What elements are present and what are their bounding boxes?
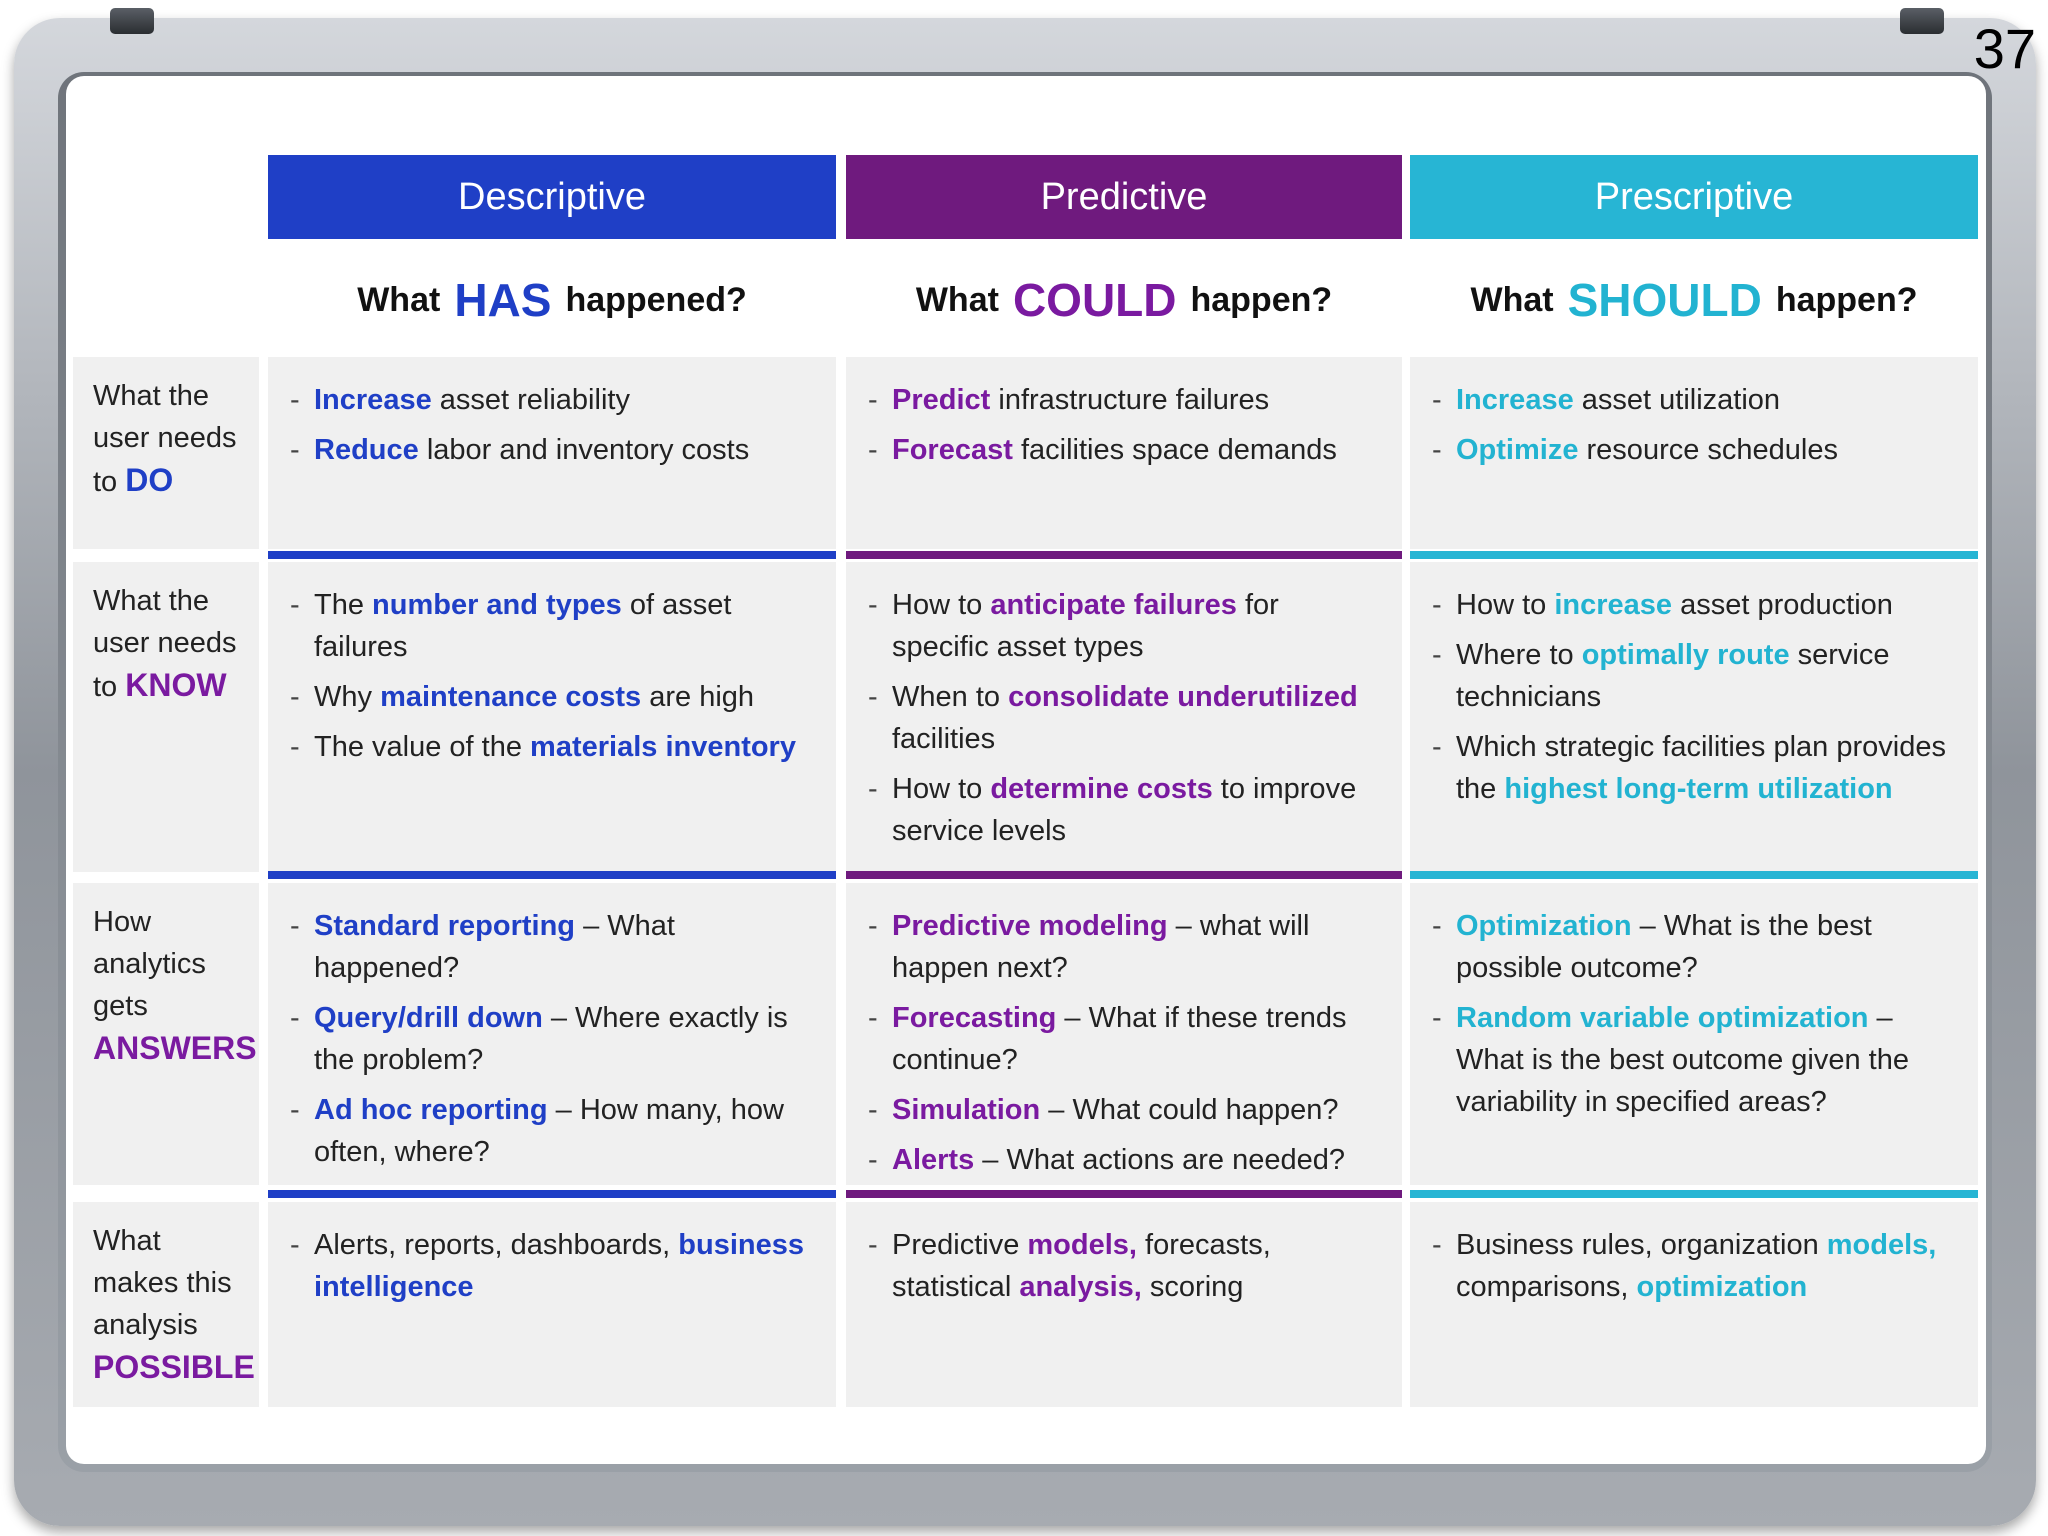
cell-possible-predictive	[846, 1202, 1402, 1407]
list-item: - Predictive modeling – what will happen next?	[866, 905, 1378, 989]
list-item: - Alerts, reports, dashboards, business intelligence	[288, 1224, 812, 1308]
frame-clip-right	[1900, 8, 1944, 34]
divider-descriptive-3	[268, 1190, 836, 1198]
list-item: - Why maintenance costs are high	[288, 676, 812, 718]
list-item: - How to anticipate failures for specific asset types	[866, 584, 1378, 668]
cell-possible-prescriptive	[1410, 1202, 1978, 1407]
list-item: - Simulation – What could happen?	[866, 1089, 1378, 1131]
list-item: - Predict infrastructure failures	[866, 379, 1378, 421]
list-item: - Random variable optimization – What is the best outcome given the variability in specified areas?	[1430, 997, 1954, 1123]
cell-do-predictive	[846, 357, 1402, 549]
list-item: - The value of the materials inventory	[288, 726, 812, 768]
list-item: - Ad hoc reporting – How many, how often, where?	[288, 1089, 812, 1173]
cell-possible-descriptive	[268, 1202, 836, 1407]
cell-know-descriptive	[268, 562, 836, 872]
cell-know-predictive	[846, 562, 1402, 872]
list-item: - Reduce labor and inventory costs	[288, 429, 812, 471]
row-label-know: What the user needs to KNOW	[73, 562, 259, 872]
list-item: - The number and types of asset failures	[288, 584, 812, 668]
question-prescriptive: What SHOULD happen?	[1470, 274, 1918, 326]
cell-do-prescriptive	[1410, 357, 1978, 549]
cell-answers-predictive	[846, 883, 1402, 1185]
page-number: 37	[1973, 17, 2036, 80]
list-item: - Where to optimally route service technicians	[1430, 634, 1954, 718]
list-item: - Alerts – What actions are needed?	[866, 1139, 1378, 1181]
list-item: - Predictive models, forecasts, statistical analysis, scoring	[866, 1224, 1378, 1308]
list-item: - Forecast facilities space demands	[866, 429, 1378, 471]
list-item: - Which strategic facilities plan provides the highest long-term utilization	[1430, 726, 1954, 810]
row-label-answers: How analytics gets ANSWERS	[73, 883, 259, 1185]
cell-answers-prescriptive	[1410, 883, 1978, 1185]
divider-descriptive-1	[268, 551, 836, 559]
list-item: - Optimization – What is the best possible outcome?	[1430, 905, 1954, 989]
list-item: - Forecasting – What if these trends continue?	[866, 997, 1378, 1081]
cell-do-descriptive	[268, 357, 836, 549]
row-label-do: What the user needs to DO	[73, 357, 259, 549]
list-item: - Business rules, organization models, comparisons, optimization	[1430, 1224, 1954, 1308]
cell-answers-descriptive	[268, 883, 836, 1185]
divider-descriptive-2	[268, 871, 836, 879]
list-item: - Query/drill down – Where exactly is the problem?	[288, 997, 812, 1081]
question-predictive: What COULD happen?	[915, 274, 1333, 326]
header-predictive: Predictive	[846, 155, 1402, 239]
divider-prescriptive-3	[1410, 1190, 1978, 1198]
list-item: - Optimize resource schedules	[1430, 429, 1954, 471]
header-descriptive: Descriptive	[268, 155, 836, 239]
divider-prescriptive-2	[1410, 871, 1978, 879]
divider-predictive-1	[846, 551, 1402, 559]
list-item: - Standard reporting – What happened?	[288, 905, 812, 989]
divider-predictive-2	[846, 871, 1402, 879]
frame-clip-left	[110, 8, 154, 34]
cell-know-prescriptive	[1410, 562, 1978, 872]
question-descriptive: What HAS happened?	[357, 274, 747, 326]
list-item: - Increase asset reliability	[288, 379, 812, 421]
list-item: - How to increase asset production	[1430, 584, 1954, 626]
divider-predictive-3	[846, 1190, 1402, 1198]
list-item: - When to consolidate underutilized facilities	[866, 676, 1378, 760]
row-label-possible: What makes this analysis POSSIBLE	[73, 1202, 259, 1407]
header-prescriptive: Prescriptive	[1410, 155, 1978, 239]
list-item: - How to determine costs to improve service levels	[866, 768, 1378, 852]
divider-prescriptive-1	[1410, 551, 1978, 559]
list-item: - Increase asset utilization	[1430, 379, 1954, 421]
